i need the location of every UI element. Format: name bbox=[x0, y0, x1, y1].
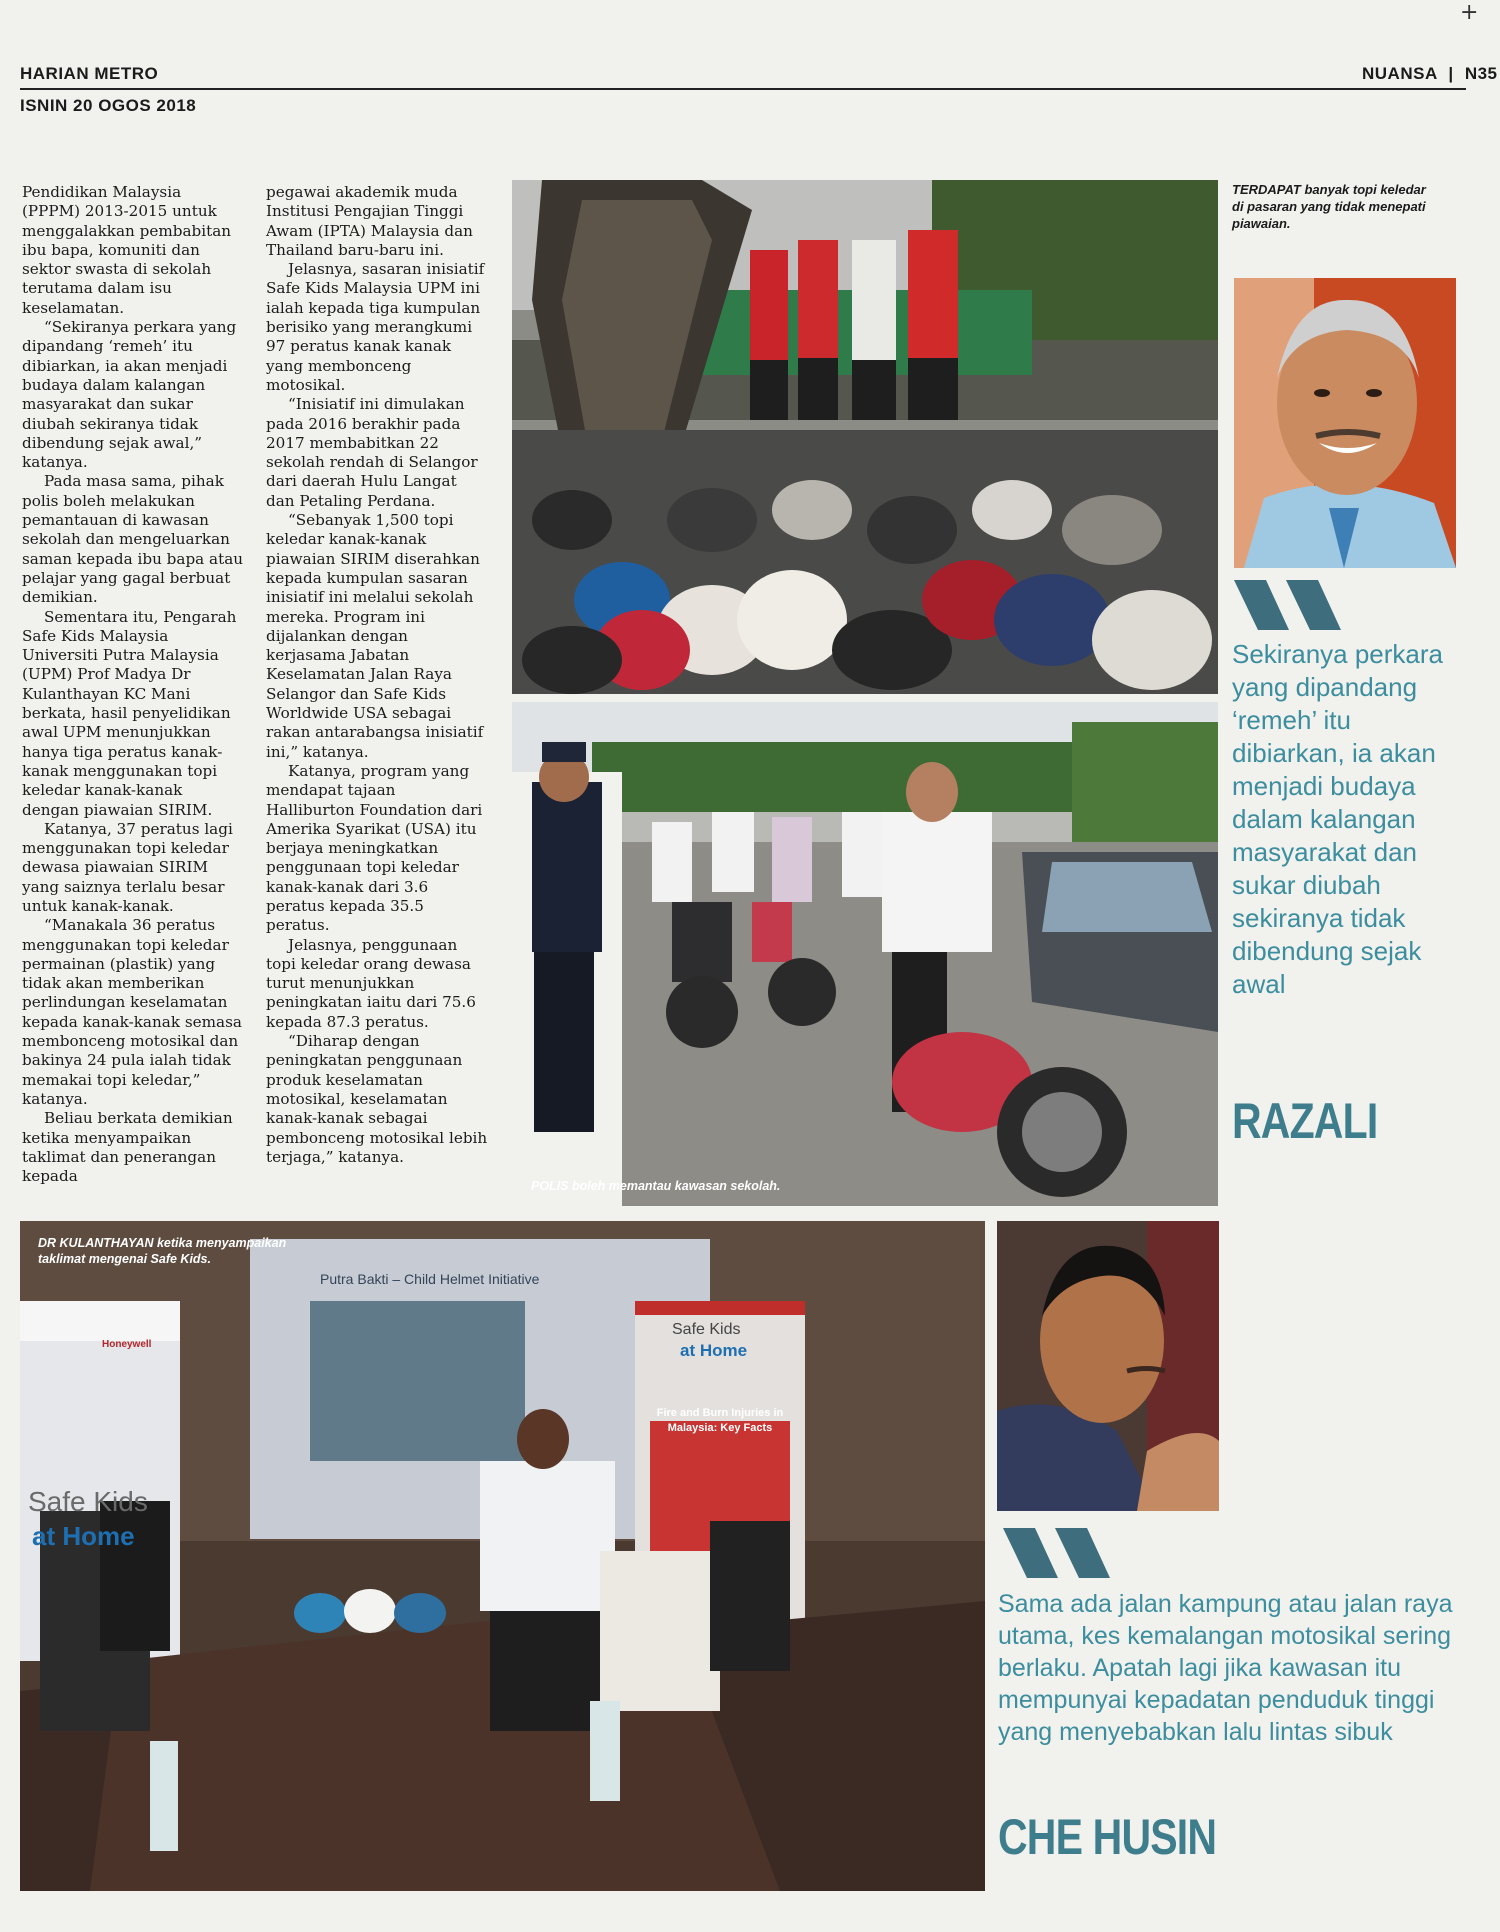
paragraph: Katanya, program yang mendapat tajaan Halliburton Foundation dari Amerika Syarikat (USA) itu berjaya meningkatkan penggunaan topi keledar kanak-kanak dari 3.6 peratus kepada 35.5 peratus. bbox=[266, 761, 483, 935]
banner-subtitle: at Home bbox=[680, 1341, 748, 1360]
caption-lead: POLIS bbox=[531, 1179, 569, 1193]
chehusin-portrait bbox=[997, 1221, 1219, 1511]
razali-name: RAZALI bbox=[1232, 1093, 1378, 1149]
header-divider: | bbox=[1448, 64, 1454, 83]
paragraph: Sementara itu, Pengarah Safe Kids Malaysia Universiti Putra Malaysia (UPM) Prof Madya Dr Kulanthayan KC Mani berkata, hasil penyelidikan awal UPM menunjukkan hanya tiga peratus kanak-kanak menggunakan topi keledar kanak-kanak dengan piawaian SIRIM. bbox=[22, 607, 237, 819]
page-number: N35 bbox=[1464, 64, 1498, 83]
section-name: NUANSA bbox=[1362, 64, 1438, 83]
sponsor-logo: Honeywell bbox=[102, 1339, 152, 1350]
razali-portrait-art bbox=[1234, 278, 1456, 568]
paragraph: Pendidikan Malaysia (PPPM) 2013-2015 untuk menggalakkan pembabitan ibu bapa, komuniti dan sektor swasta di sekolah terutama dalam isu keselamatan. bbox=[22, 183, 232, 317]
police-photo-art bbox=[512, 702, 1218, 1206]
quote-mark-icon bbox=[1003, 1528, 1123, 1578]
police-caption bbox=[531, 1178, 780, 1195]
caption-text: boleh memantau kawasan sekolah. bbox=[568, 1179, 781, 1193]
paragraph: Jelasnya, sasaran inisiatif Safe Kids Malaysia UPM ini ialah kepada tiga kumpulan berisiko yang merangkumi 97 peratus kanak kanak yang membonceng motosikal. bbox=[266, 260, 485, 394]
crop-mark-icon: + bbox=[1460, 0, 1479, 25]
left-banner-title: Safe Kids bbox=[28, 1486, 148, 1517]
chehusin-name: CHE HUSIN bbox=[998, 1809, 1217, 1865]
slide-title: Putra Bakti – Child Helmet Initiative bbox=[320, 1271, 540, 1287]
briefing-photo bbox=[20, 1221, 985, 1891]
paragraph: Katanya, 37 peratus lagi menggunakan topi keledar dewasa piawaian SIRIM yang saiznya terlalu besar untuk kanak-kanak. bbox=[22, 819, 233, 915]
paragraph: “Sebanyak 1,500 topi keledar kanak-kanak piawaian SIRIM diserahkan kepada kumpulan sasaran inisiatif ini melalui sekolah mereka. Program ini dijalankan dengan kerjasama Jabatan Keselamatan Jalan Raya Selangor dan Safe Kids Worldwide USA sebagai rakan antarabangsa inisiatif ini,” katanya. bbox=[266, 511, 484, 761]
police-photo bbox=[512, 702, 1218, 1206]
issue-date: ISNIN 20 OGOS 2018 bbox=[20, 96, 197, 115]
briefing-caption bbox=[38, 1235, 298, 1267]
helmets-photo-art bbox=[512, 180, 1218, 694]
paragraph: Pada masa sama, pihak polis boleh melakukan pemantauan di kawasan sekolah dan mengeluarkan saman kepada ibu bapa atau pelajar yang gagal berbuat demikian. bbox=[22, 472, 244, 607]
paragraph: Jelasnya, penggunaan topi keledar orang dewasa turut menunjukkan peningkatan iaitu dari 75.6 kepada 87.3 peratus. bbox=[266, 935, 476, 1031]
header-rule bbox=[20, 88, 1466, 90]
paragraph: Beliau berkata demikian ketika menyampaikan taklimat dan penerangan kepada bbox=[22, 1109, 233, 1186]
paragraph: “Inisiatif ini dimulakan pada 2016 berakhir pada 2017 membabitkan 22 sekolah rendah di Selangor dari daerah Hulu Langat dan Petaling Perdana. bbox=[266, 395, 478, 510]
article-column-2 bbox=[266, 183, 488, 1167]
banner-title: Safe Kids bbox=[672, 1321, 741, 1338]
quote-mark-icon bbox=[1234, 580, 1354, 630]
paragraph: pegawai akademik muda Institusi Pengajian Tinggi Awam (IPTA) Malaysia dan Thailand baru-baru ini. bbox=[266, 183, 473, 259]
paragraph: “Sekiranya perkara yang dipandang ‘remeh’ itu dibiarkan, ia akan menjadi budaya dalam kalangan masyarakat dan sukar diubah sekiranya tidak dibendung sejak awal,” katanya. bbox=[22, 318, 237, 472]
paragraph: “Manakala 36 peratus menggunakan topi keledar permainan (plastik) yang tidak akan memberikan perlindungan keselamatan kepada kanak-kanak semasa membonceng motosikal dan bakinya 24 pula ialah tidak memakai topi keledar,” katanya. bbox=[22, 916, 242, 1108]
caption-lead: TERDAPAT bbox=[1232, 182, 1301, 197]
paper-name: HARIAN METRO bbox=[20, 64, 159, 83]
helmets-caption bbox=[1232, 181, 1432, 232]
article-column-1 bbox=[22, 183, 244, 1186]
chehusin-quote: Sama ada jalan kampung atau jalan raya utama, kes kemalangan motosikal sering berlaku. Apatah lagi jika kawasan itu mempunyai kepadatan penduduk tinggi yang menyebabkan lalu lintas sibuk bbox=[998, 1590, 1453, 1746]
briefing-photo-art bbox=[20, 1221, 985, 1891]
caption-text: banyak topi keledar di pasaran yang tidak menepati piawaian. bbox=[1232, 182, 1426, 231]
left-banner-subtitle: at Home bbox=[32, 1521, 135, 1551]
chehusin-portrait-art bbox=[997, 1221, 1219, 1511]
helmets-photo bbox=[512, 180, 1218, 694]
razali-quote: Sekiranya perkara yang dipandang ‘remeh’ itu dibiarkan, ia akan menjadi budaya dalam kalangan masyarakat dan sukar diubah sekiranya tidak dibendung sejak awal bbox=[1232, 639, 1443, 999]
paragraph: “Diharap dengan peningkatan penggunaan produk keselamatan motosikal, keselamatan kanak-kanak sebagai pembonceng motosikal lebih terjaga,” katanya. bbox=[266, 1032, 488, 1166]
razali-portrait bbox=[1234, 278, 1456, 568]
banner-heading: Fire and Burn Injuries in Malaysia: Key Facts bbox=[656, 1407, 784, 1434]
caption-lead: DR KULANTHAYAN bbox=[38, 1236, 154, 1250]
section-label bbox=[1362, 64, 1498, 84]
caption-text: ketika menyampaikan taklimat mengenai Safe Kids. bbox=[38, 1236, 287, 1266]
